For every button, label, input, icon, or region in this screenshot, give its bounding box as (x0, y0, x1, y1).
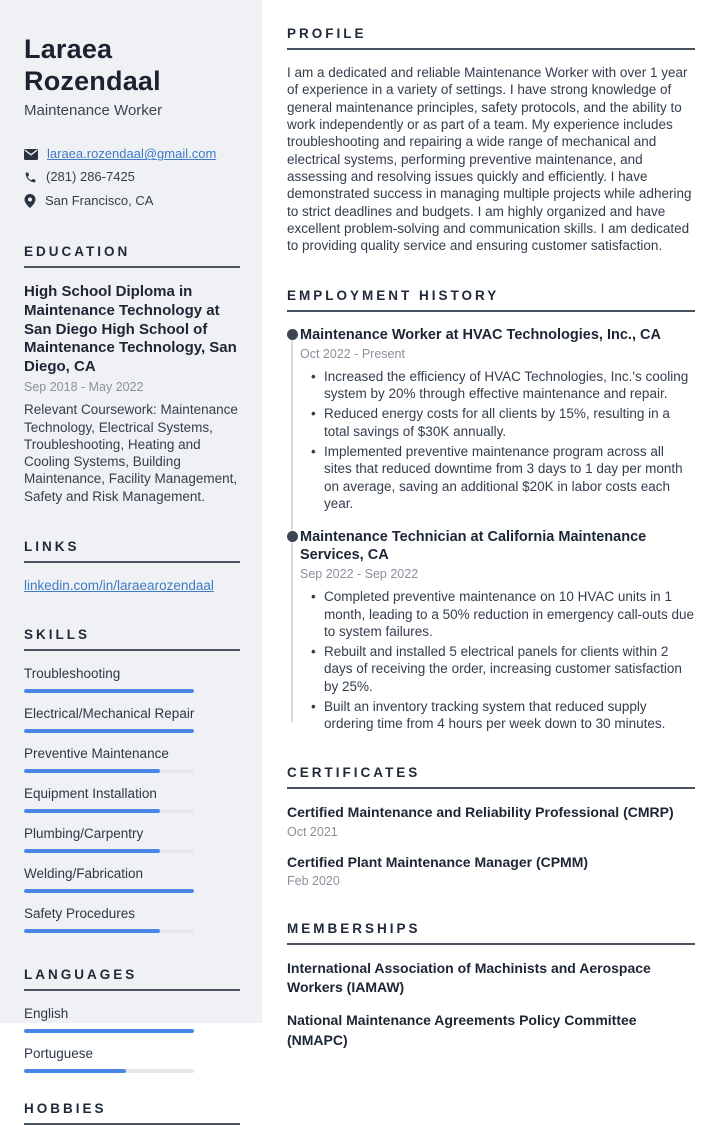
location-text: San Francisco, CA (45, 192, 154, 208)
skill-bar-fill (24, 889, 194, 893)
certificate-entry (287, 853, 695, 888)
person-name-line1: Laraea (24, 34, 113, 64)
memberships-heading: MEMBERSHIPS (287, 921, 695, 945)
certificates-heading: CERTIFICATES (287, 765, 695, 789)
links-heading: LINKS (24, 539, 240, 563)
language-bar-fill (24, 1029, 194, 1033)
skill-bar-track (24, 729, 194, 733)
hobbies-heading: HOBBIES (24, 1101, 240, 1125)
job-bullet: • Built an inventory tracking system that reduced supply ordering time from 4 hours per week down to 30 minutes. (300, 698, 695, 733)
envelope-icon (24, 149, 38, 160)
skill-bar-fill (24, 929, 160, 933)
job-bullet: • Rebuilt and installed 5 electrical panels for clients within 2 days of receiving the order, increasing customer satisfaction by 25%. (300, 643, 695, 695)
skill-item (24, 866, 240, 893)
skill-bar-track (24, 889, 194, 893)
skill-item (24, 666, 240, 693)
job-dates: Oct 2022 - Present (300, 346, 405, 361)
skills-heading: SKILLS (24, 627, 240, 651)
skill-label: Safety Procedures (24, 905, 136, 921)
employment-timeline (287, 326, 695, 733)
job-bullet-list (300, 368, 695, 512)
skill-bar-fill (24, 849, 160, 853)
languages-section (24, 967, 240, 1073)
skill-item (24, 906, 240, 933)
languages-heading: LANGUAGES (24, 967, 240, 991)
education-description: Relevant Coursework: Maintenance Technology, Electrical Systems, Troubleshooting, Heating and Cooling Systems, Building Maintenance, Facility Management, Safety and Risk Management. (24, 402, 238, 504)
skill-item (24, 786, 240, 813)
certificate-title: Certified Plant Maintenance Manager (CPMM) (287, 853, 589, 870)
certificate-date: Oct 2021 (287, 824, 338, 839)
contact-block (24, 145, 240, 210)
contact-email-row (24, 145, 240, 163)
skill-bar-fill (24, 689, 194, 693)
education-section (24, 244, 240, 505)
person-name-line2: Rozendaal (24, 66, 161, 97)
timeline-dot-icon (287, 531, 298, 542)
membership-entry: National Maintenance Agreements Policy Committee (NMAPC) (287, 1011, 637, 1048)
skill-label: Troubleshooting (24, 665, 121, 681)
job-bullet: • Completed preventive maintenance on 10 HVAC units in 1 month, leading to a 50% reduction in emergency call-outs due to system failures. (300, 588, 695, 640)
skill-bar-track (24, 689, 194, 693)
education-heading: EDUCATION (24, 244, 240, 268)
person-job-title: Maintenance Worker (24, 102, 163, 120)
certificates-section (287, 765, 695, 887)
job-entry (300, 326, 695, 512)
skill-label: Preventive Maintenance (24, 745, 169, 761)
skill-item (24, 746, 240, 773)
phone-number: (281) 286-7425 (46, 169, 135, 185)
skills-section (24, 627, 240, 933)
person-name (24, 33, 240, 97)
profile-heading: PROFILE (287, 26, 695, 50)
links-section (24, 539, 240, 593)
job-dates: Sep 2022 - Sep 2022 (300, 567, 419, 582)
main-column (262, 0, 724, 1048)
skill-label: Welding/Fabrication (24, 865, 144, 881)
skill-bar-track (24, 929, 194, 933)
sidebar (0, 0, 262, 1116)
job-bullet: • Increased the efficiency of HVAC Technologies, Inc.'s cooling system by 20% through effective maintenance and repair. (300, 368, 695, 403)
job-title: Maintenance Technician at California Maintenance Services, CA (300, 529, 647, 564)
hobbies-section (24, 1101, 240, 1125)
employment-section (287, 288, 695, 733)
language-label: English (24, 1005, 69, 1021)
job-bullet: • Reduced energy costs for all clients by 15%, resulting in a total savings of $30K annually. (300, 405, 695, 440)
employment-heading: EMPLOYMENT HISTORY (287, 288, 695, 312)
certificate-entry (287, 803, 695, 838)
contact-phone-row (24, 168, 240, 186)
language-bar-fill (24, 1069, 126, 1073)
email-link[interactable]: laraea.rozendaal@gmail.com (47, 146, 217, 162)
skill-label: Equipment Installation (24, 785, 157, 801)
skill-item (24, 826, 240, 853)
certificate-date: Feb 2020 (287, 873, 340, 888)
membership-entry: International Association of Machinists and Aerospace Workers (IAMAW) (287, 959, 651, 996)
job-entry (300, 528, 695, 732)
job-bullet: • Implemented preventive maintenance program across all sites that reduced downtime from 3 days to 1 day per month on average, saving an additional $20K in labor costs each year. (300, 443, 695, 512)
language-item (24, 1046, 240, 1073)
skill-label: Plumbing/Carpentry (24, 825, 144, 841)
skill-bar-track (24, 769, 194, 773)
job-title: Maintenance Worker at HVAC Technologies, Inc., CA (300, 326, 661, 343)
timeline-dot-icon (287, 329, 298, 340)
skill-bar-fill (24, 729, 194, 733)
job-bullet-list (300, 588, 695, 732)
language-label: Portuguese (24, 1045, 94, 1061)
language-bar-track (24, 1029, 194, 1033)
language-bar-track (24, 1069, 194, 1073)
profile-text: I am a dedicated and reliable Maintenance Worker with over 1 year of experience in a variety of settings. I have strong knowledge of general maintenance principles, safety protocols, and the ability to work independently or as part of a team. My experience includes troubleshooting and repairing a wide range of mechanical and electrical systems, performing preventive maintenance, and assessing and resolving issues quickly and efficiently. I have demonstrated success in managing multiple projects while adhering to strict deadlines and budgets. I am highly organized and have excellent problem-solving and communication skills. I am dedicated to providing quality service and ensuring customer satisfaction. (287, 65, 692, 254)
contact-location-row (24, 192, 240, 210)
skill-bar-fill (24, 769, 160, 773)
skill-item (24, 706, 240, 733)
profile-section (287, 26, 695, 255)
skill-bar-fill (24, 809, 160, 813)
education-dates: Sep 2018 - May 2022 (24, 380, 144, 395)
skill-label: Electrical/Mechanical Repair (24, 705, 195, 721)
memberships-section (287, 921, 695, 1050)
education-degree: High School Diploma in Maintenance Technology at San Diego High School of Maintenance Technology, San Diego, CA (24, 282, 237, 376)
linkedin-link[interactable]: linkedin.com/in/laraearozendaal (24, 577, 214, 593)
certificate-title: Certified Maintenance and Reliability Professional (CMRP) (287, 804, 674, 821)
language-item (24, 1006, 240, 1033)
skill-bar-track (24, 849, 194, 853)
location-pin-icon (24, 194, 36, 208)
phone-icon (24, 171, 37, 184)
skill-bar-track (24, 809, 194, 813)
